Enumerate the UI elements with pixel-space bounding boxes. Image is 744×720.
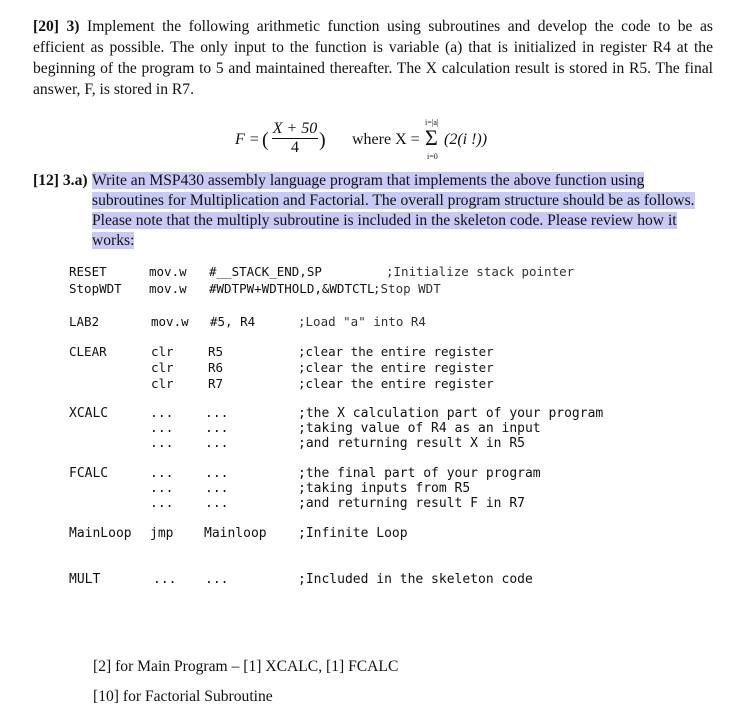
code-comment-clear-3: ;clear the entire register: [298, 376, 494, 391]
code-comment-xcalc-1: ;the X calculation part of your program: [298, 406, 604, 421]
question-number: [20] 3): [33, 18, 80, 35]
code-comment-stopwdt: ;Stop WDT: [373, 281, 441, 296]
code-args-mainloop: Mainloop: [204, 526, 267, 541]
subquestion-number: [12] 3.a): [33, 172, 88, 189]
code-args-reset: #__STACK_END,SP: [209, 264, 322, 279]
code-comment-clear-1: ;clear the entire register: [298, 344, 494, 359]
code-op-clear-3: clr: [151, 376, 174, 391]
code-op-reset: mov.w: [149, 264, 187, 279]
code-args-stopwdt: #WDTPW+WDTHOLD,&WDTCTL: [209, 281, 375, 296]
code-arg-xcalc-3: ...: [205, 436, 229, 451]
code-op-xcalc-3: ...: [150, 436, 174, 451]
subquestion-highlighted-text: Write an MSP430 assembly language program that implements the above function using subroutines for Multiplication and Factorial. The overall program structure should be as follows. Please note that the multiply subroutine is included in the skeleton code. Please review how it works:: [92, 172, 695, 249]
function-formula: [0, 118, 744, 174]
code-label-xcalc: XCALC: [69, 406, 109, 421]
code-label-mult: MULT: [69, 572, 101, 587]
code-arg-fcalc-3: ...: [205, 496, 229, 511]
grading-main-program: [2] for Main Program – [1] XCALC, [1] FCALC: [93, 658, 399, 675]
code-arg-clear-1: R5: [208, 344, 224, 359]
code-comment-fcalc-1: ;the final part of your program: [298, 466, 541, 481]
formula-lhs: F =: [235, 131, 260, 148]
code-comment-reset: ;Initialize stack pointer: [386, 264, 575, 279]
formula-open-paren: (: [262, 129, 269, 151]
code-op-fcalc-3: ...: [150, 496, 174, 511]
subquestion-3a: [33, 171, 713, 249]
code-arg-xcalc-2: ...: [205, 421, 229, 436]
code-op-xcalc-1: ...: [150, 406, 174, 421]
code-op-clear-2: clr: [151, 360, 174, 375]
code-op-lab2: mov.w: [151, 314, 189, 329]
code-arg-fcalc-2: ...: [205, 481, 229, 496]
sigma-icon: Σ: [425, 125, 438, 150]
formula-where: [352, 131, 420, 149]
code-label-lab2: LAB2: [69, 314, 100, 329]
question-3-paragraph: [33, 16, 713, 100]
code-comment-clear-2: ;clear the entire register: [298, 360, 494, 375]
code-op-xcalc-2: ...: [150, 421, 174, 436]
code-label-reset: RESET: [69, 264, 107, 279]
code-args-mult: ...: [205, 572, 229, 587]
code-label-mainloop: MainLoop: [69, 526, 132, 541]
code-op-mainloop: jmp: [150, 526, 174, 541]
code-op-fcalc-2: ...: [150, 481, 174, 496]
code-op-clear-1: clr: [151, 344, 174, 359]
formula-where-text: where X =: [352, 131, 420, 148]
code-arg-xcalc-1: ...: [205, 406, 229, 421]
code-op-mult: ...: [153, 572, 177, 587]
grading-factorial-subroutine: [10] for Factorial Subroutine: [93, 688, 273, 705]
code-label-stopwdt: StopWDT: [69, 281, 122, 296]
formula-denominator: 4: [291, 139, 299, 156]
formula-close-paren: ): [319, 129, 326, 151]
code-op-fcalc-1: ...: [150, 466, 174, 481]
code-comment-xcalc-3: ;and returning result X in R5: [298, 436, 525, 451]
code-comment-fcalc-3: ;and returning result F in R7: [298, 496, 525, 511]
formula-term: (2(i !)): [444, 131, 488, 148]
code-arg-clear-3: R7: [208, 376, 224, 391]
code-arg-fcalc-1: ...: [205, 466, 229, 481]
question-text: Implement the following arithmetic function using subroutines and develop the code to be as efficient as possible. The only input to the function is variable (a) that is initialized in register R4 at the beginning of the program to 5 and maintained thereafter. The X calculation result is stored in R5. The final answer, F, is stored in R7.: [33, 18, 713, 98]
code-comment-mult: ;Included in the skeleton code: [298, 572, 533, 587]
code-arg-clear-2: R6: [208, 360, 224, 375]
code-comment-mainloop: ;Infinite Loop: [298, 526, 408, 541]
formula-sum-lower: i=0: [427, 152, 438, 161]
code-label-clear: CLEAR: [69, 344, 107, 359]
code-op-stopwdt: mov.w: [149, 281, 187, 296]
formula-numerator: [271, 120, 319, 138]
code-comment-lab2: ;Load "a" into R4: [298, 314, 426, 329]
subquestion-block: [92, 171, 713, 251]
formula-sum-upper: i=|a|: [425, 118, 439, 127]
code-comment-fcalc-2: ;taking inputs from R5: [298, 481, 471, 496]
code-args-lab2: #5, R4: [210, 314, 256, 329]
formula-numerator-text: X + 50: [272, 120, 318, 137]
code-comment-xcalc-2: ;taking value of R4 as an input: [298, 421, 541, 436]
code-label-fcalc: FCALC: [69, 466, 109, 481]
